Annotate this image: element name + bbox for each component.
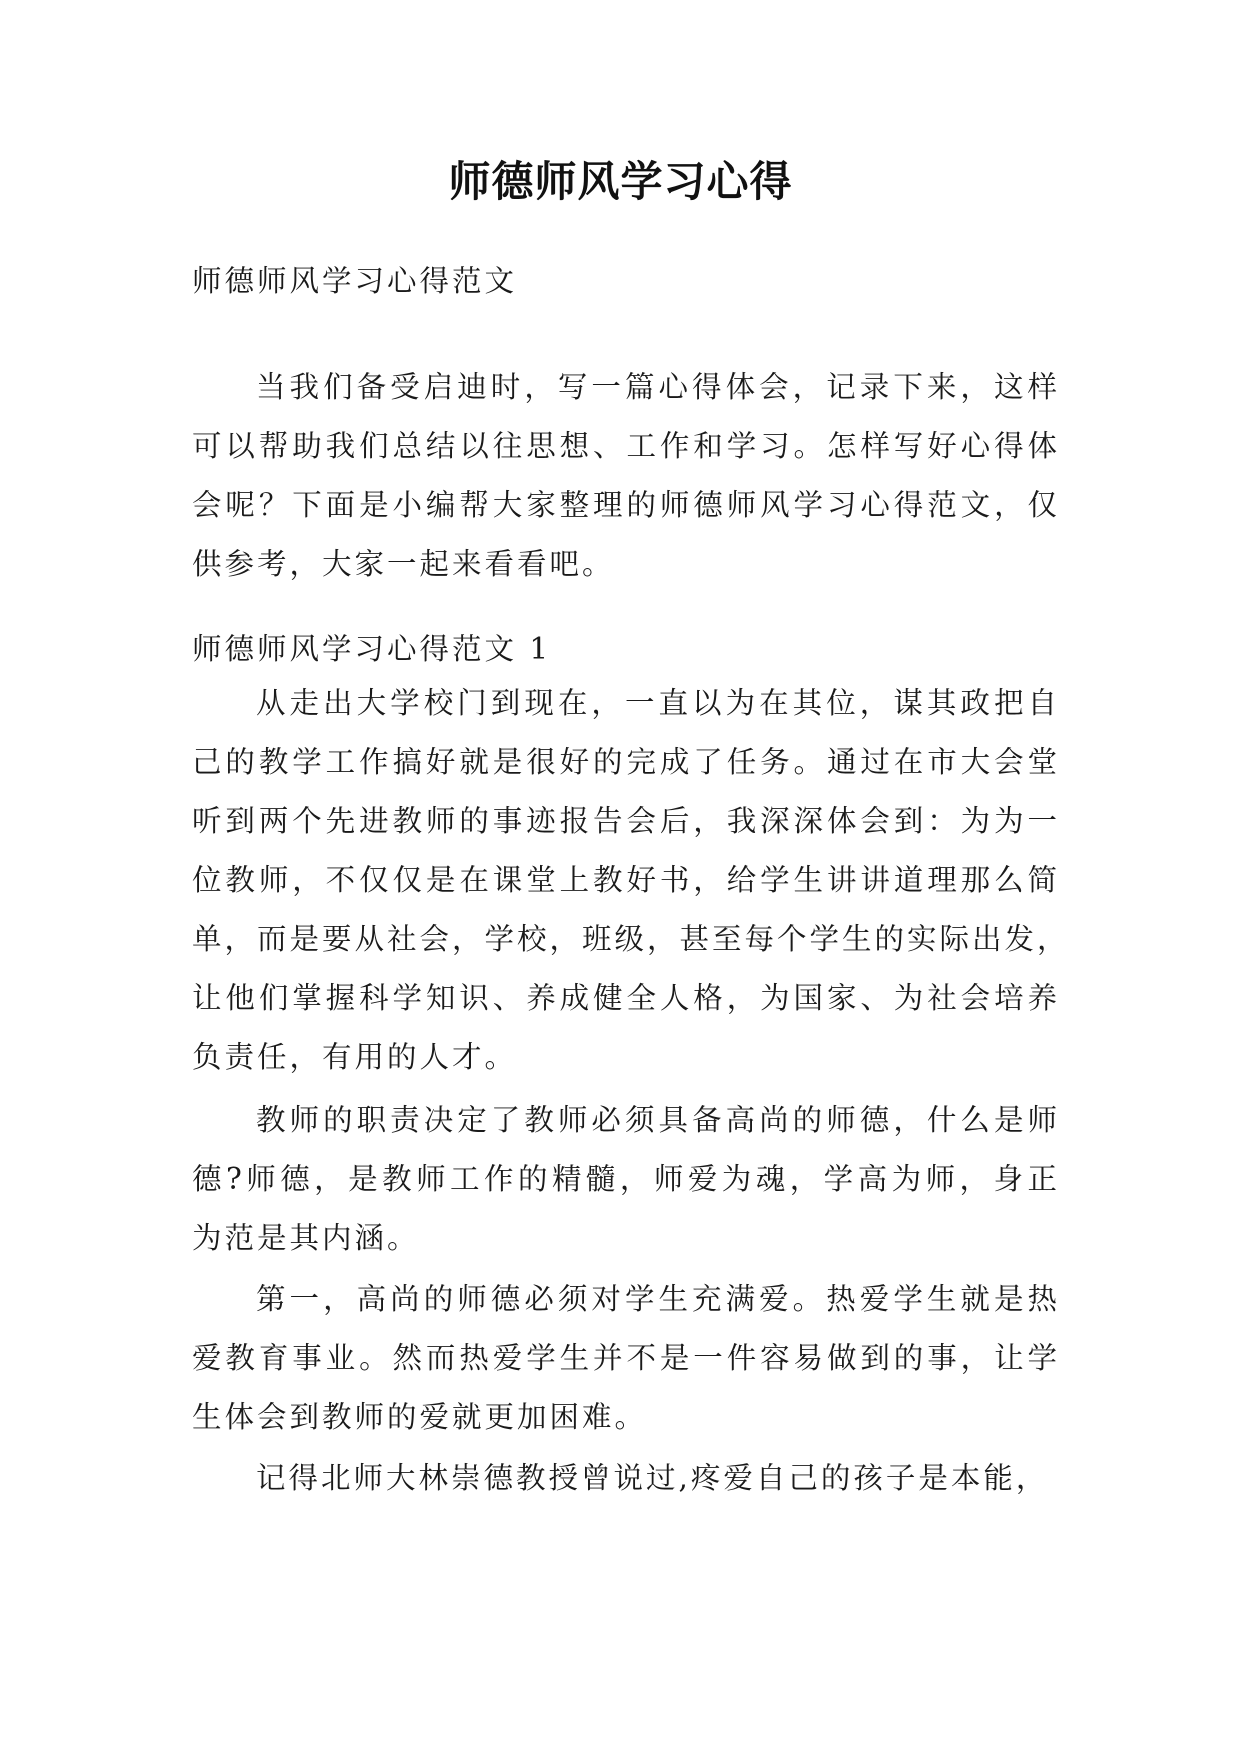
- section-heading: 师德师风学习心得范文 1: [192, 632, 552, 666]
- paragraph-line: 单，而是要从社会，学校，班级，甚至每个学生的实际出发，: [192, 922, 1070, 956]
- paragraph-line: 负责任，有用的人才。: [192, 1040, 518, 1074]
- paragraph-line: 爱教育事业。然而热爱学生并不是一件容易做到的事，让学: [192, 1341, 1060, 1375]
- paragraph-line: 德?师德，是教师工作的精髓，师爱为魂，学高为师，身正: [192, 1162, 1060, 1196]
- paragraph-line: 第一，高尚的师德必须对学生充满爱。热爱学生就是热: [256, 1282, 1060, 1316]
- body-paragraph-3: [192, 1270, 1060, 1447]
- paragraph-line: 当我们备受启迪时，写一篇心得体会，记录下来，这样: [256, 370, 1060, 404]
- paragraph-line: 让他们掌握科学知识、养成健全人格，为国家、为社会培养: [192, 981, 1060, 1015]
- paragraph-line: 位教师，不仅仅是在课堂上教好书，给学生讲讲道理那么简: [192, 863, 1060, 897]
- paragraph-line: 会呢？下面是小编帮大家整理的师德师风学习心得范文，仅: [192, 488, 1060, 522]
- paragraph-line: 供参考，大家一起来看看吧。: [192, 547, 615, 581]
- intro-paragraph: [192, 358, 1060, 594]
- paragraph-line: 教师的职责决定了教师必须具备高尚的师德，什么是师: [256, 1103, 1060, 1137]
- body-paragraph-1: [192, 674, 1070, 1087]
- body-paragraph-2: [192, 1091, 1060, 1268]
- paragraph-line: 为范是其内涵。: [192, 1221, 420, 1255]
- paragraph-line: 从走出大学校门到现在，一直以为在其位，谋其政把自: [256, 686, 1060, 720]
- paragraph-line: 记得北师大林崇德教授曾说过,疼爱自己的孩子是本能，: [256, 1461, 1049, 1495]
- paragraph-line: 可以帮助我们总结以往思想、工作和学习。怎样写好心得体: [192, 429, 1060, 463]
- body-paragraph-4: [192, 1449, 1060, 1508]
- subtitle: 师德师风学习心得范文: [192, 264, 518, 298]
- paragraph-line: 听到两个先进教师的事迹报告会后，我深深体会到：为为一: [192, 804, 1060, 838]
- paragraph-line: 己的教学工作搞好就是很好的完成了任务。通过在市大会堂: [192, 745, 1060, 779]
- paragraph-line: 生体会到教师的爱就更加困难。: [192, 1400, 648, 1434]
- document-title: 师德师风学习心得: [448, 157, 793, 206]
